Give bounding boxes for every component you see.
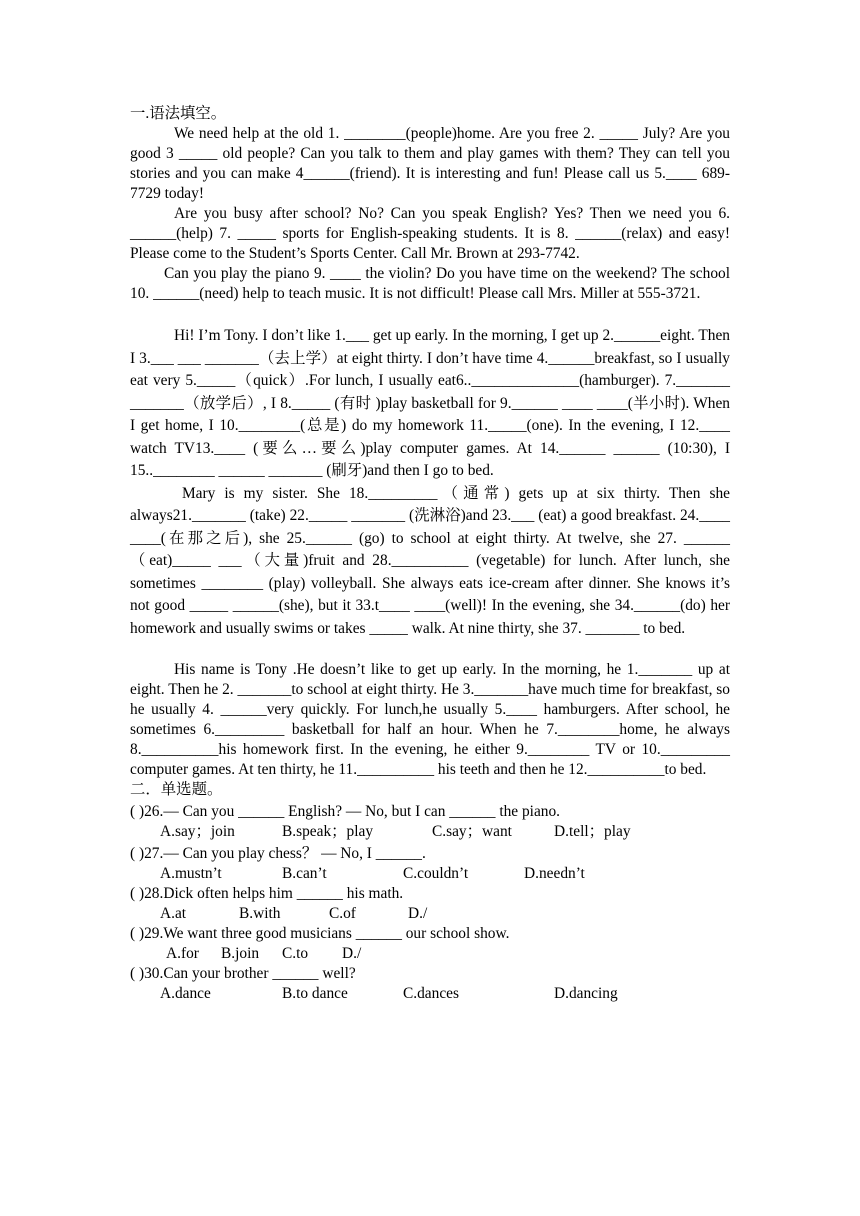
question-30 xyxy=(130,964,730,1004)
passage-1-paragraph-3: Can you play the piano 9. ____ the violin? Do you have time on the weekend? The school 10. ______(need) help to teach music. It is not difficult! Please call Mrs. Miller at 555-3721. xyxy=(130,265,730,302)
option-d: D.tell；play xyxy=(554,823,631,840)
question-stem: ( )29.We want three good musicians ______ our school show. xyxy=(130,925,510,942)
option-d: D.needn’t xyxy=(524,865,585,882)
option-a: A.mustn’t xyxy=(160,865,222,882)
section-2-title: 二．单选题。 xyxy=(130,781,223,798)
option-c: C.dances xyxy=(403,985,459,1002)
question-stem: ( )27.— Can you play chess？ — No, I ______. xyxy=(130,845,426,862)
passage-3-paragraph: His name is Tony .He doesn’t like to get up early. In the morning, he 1._______ up at eight. Then he 2. _______to school at eight thirty. He 3._______have much time for breakfast, so he usually 4. ______very quickly. For lunch,he usually 5.____ hamburgers. After school, he sometimes 6._________ basketball for half an hour. When he 7.________home, he always 8.__________his homework first. In the evening, he either 9.________ TV or 10._________ computer games. At ten thirty, he 11.__________ his teeth and then he 12.__________to bed. xyxy=(130,661,730,778)
question-27 xyxy=(130,844,730,884)
option-b: B.with xyxy=(239,905,281,922)
option-a: A.at xyxy=(160,905,187,922)
section-1-title: 一.语法填空。 xyxy=(130,105,227,122)
option-b: B.can’t xyxy=(282,865,327,882)
question-29 xyxy=(130,924,730,964)
question-28 xyxy=(130,884,730,924)
option-d: D./ xyxy=(342,945,362,962)
question-options xyxy=(130,904,730,924)
option-c: C.couldn’t xyxy=(403,865,469,882)
question-stem: ( )30.Can your brother ______ well? xyxy=(130,965,356,982)
option-a: A.dance xyxy=(160,985,211,1002)
option-b: B.join xyxy=(221,945,260,962)
passage-2-paragraph-1: Hi! I’m Tony. I don’t like 1.___ get up early. In the morning, I get up 2.______eight. Then I 3.___ ___ _______（去上学）at eight thirty. I don’t have time 4.______breakfast, so I usually eat very 5._____（quick）.For lunch, I usually eat6..______________(hamburger). 7._______ _______（放学后）, I 8._____ (有时 )play basketball for 9.______ ____ ____(半小时). When I get home, I 10.________(总是) do my homework 11._____(one). In the evening, I 12.____ watch TV13.____ (要么…要么)play computer games. At 14.______ ______ (10:30), I 15..________ ______ _______ (刷牙)and then I go to bed. xyxy=(130,327,730,479)
option-b: B.to dance xyxy=(282,985,348,1002)
question-26 xyxy=(130,802,730,842)
passage-1-paragraph-2: Are you busy after school? No? Can you speak English? Yes? Then we need you 6. ______(help) 7. _____ sports for English-speaking students. It is 8. ______(relax) and easy! Please come to the Student’s Sports Center. Call Mr. Brown at 293-7742. xyxy=(130,205,730,262)
blank-line xyxy=(130,304,730,325)
question-options xyxy=(130,822,730,842)
option-d: D.dancing xyxy=(554,985,618,1002)
option-d: D./ xyxy=(408,905,428,922)
option-c: C.say；want xyxy=(432,823,512,840)
question-options xyxy=(130,944,730,964)
option-a: A.for xyxy=(166,945,199,962)
blank-line xyxy=(130,640,730,660)
passage-2-paragraph-2: Mary is my sister. She 18._________（通常) gets up at six thirty. Then she always21._______ (take) 22._____ _______ (洗淋浴)and 23.___ (eat) a good breakfast. 24.____ ____(在那之后), she 25.______ (go) to school at eight thirty. At twelve, she 27. ______（eat)_____ ___（大量)fruit and 28.__________ (vegetable) for lunch. After lunch, she sometimes ________ (play) volleyball. She always eats ice-cream after dinner. She knows it’s not good _____ ______(she), but it 33.t____ ____(well)! In the evening, she 34.______(do) her homework and usually swims or takes _____ walk. At nine thirty, she 37. _______ to bed. xyxy=(130,484,730,637)
option-a: A.say；join xyxy=(160,823,235,840)
question-stem: ( )26.— Can you ______ English? — No, but I can ______ the piano. xyxy=(130,803,561,820)
option-c: C.to xyxy=(282,945,309,962)
question-options xyxy=(130,864,730,884)
option-c: C.of xyxy=(329,905,356,922)
question-stem: ( )28.Dick often helps him ______ his math. xyxy=(130,885,404,902)
option-b: B.speak；play xyxy=(282,823,374,840)
question-options xyxy=(130,984,730,1004)
passage-1-paragraph-1: We need help at the old 1. ________(people)home. Are you free 2. _____ July? Are you good 3 _____ old people? Can you talk to them and play games with them? They can tell you stories and you can make 4______(friend). It is interesting and fun! Please call us 5.____ 689-7729 today! xyxy=(130,125,730,202)
worksheet-page xyxy=(130,104,730,1004)
